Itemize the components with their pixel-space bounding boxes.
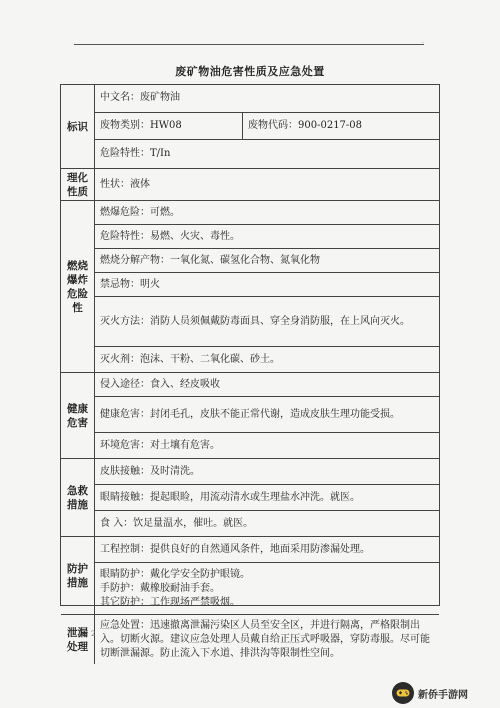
fire-row: 危险特性：易燃、火灾、毒性。: [95, 225, 439, 249]
section-label-protection: 防护 措施: [61, 537, 95, 615]
header-mark: ·: [422, 40, 424, 47]
hazard-class: 危险特性：T/In: [100, 148, 171, 160]
first-aid-row: 皮肤接触：及时清洗。: [95, 459, 439, 485]
protection-row: 工程控制：提供良好的自然通风条件，地面采用防渗漏处理。: [95, 537, 439, 563]
section-first-aid: [95, 459, 439, 537]
section-label-leak: 泄漏 处理: [61, 615, 95, 664]
hazard-info-table: [60, 84, 440, 659]
document-title: 废矿物油危害性质及应急处置: [175, 65, 325, 78]
section-fire: [95, 201, 439, 373]
section-identity: [95, 85, 439, 169]
section-label-first-aid: 急救 措施: [61, 459, 95, 537]
watermark-text: 新侨手游网: [418, 689, 468, 701]
page-mark: 2: [91, 630, 96, 638]
health-row: 健康危害：封闭毛孔，皮肤不能正常代谢，造成皮肤生理功能受损。: [95, 397, 439, 433]
fire-row: 燃烧分解产物：一氧化氮、碳氢化合物、氮氧化物: [95, 249, 439, 273]
protection-row: 眼睛防护：戴化学安全防护眼镜。 手防护：戴橡胶耐油手套。 其它防护：工作现场严禁吸烟。: [100, 568, 250, 608]
health-row: 侵入途径：食入、经皮吸收: [95, 373, 439, 397]
section-label-identity: 标识: [61, 85, 95, 169]
first-aid-row: 食 入：饮足量温水，催吐。就医。: [100, 517, 254, 529]
waste-code: 废物代码：900-0217-08: [248, 120, 363, 131]
gamepad-icon: [392, 682, 414, 704]
section-protection: [95, 537, 439, 615]
fire-row: 灭火剂：泡沫、干粉、二氧化碳、砂土。: [100, 353, 280, 365]
chinese-name: 中文名：废矿物油: [95, 85, 439, 113]
section-label-physchem: 理化 性质: [61, 169, 95, 201]
first-aid-row: 眼睛接触：提起眼睑，用流动清水或生理盐水冲洗。就医。: [95, 485, 439, 511]
header-rule: [74, 44, 424, 45]
fire-row: 灭火方法：消防人员须佩戴防毒面具、穿全身消防服，在上风向灭火。: [95, 297, 439, 347]
fire-row: 禁忌物：明火: [95, 273, 439, 297]
section-health: [95, 373, 439, 459]
section-label-fire: 燃烧 爆炸 危险 性: [61, 201, 95, 373]
section-leak: [95, 615, 439, 664]
section-label-health: 健康 危害: [61, 373, 95, 459]
section-physchem: [95, 169, 439, 201]
physical-state: 性状：液体: [100, 178, 150, 190]
leak-handling: 应急处置：迅速撤离泄漏污染区人员至安全区，并进行隔离，严格限制出入。切断火源。建议应急处理人员戴自给正压式呼吸器，穿防毒服。尽可能切断泄漏源。防止流入下水道、排洪沟等限制性空间。: [100, 620, 430, 659]
fire-row: 燃爆危险：可燃。: [95, 201, 439, 225]
health-row: 环境危害：对土壤有危害。: [100, 439, 220, 451]
site-watermark: [392, 681, 496, 705]
waste-class-row: [95, 113, 439, 141]
waste-category: 废物类别：HW08: [95, 113, 243, 140]
